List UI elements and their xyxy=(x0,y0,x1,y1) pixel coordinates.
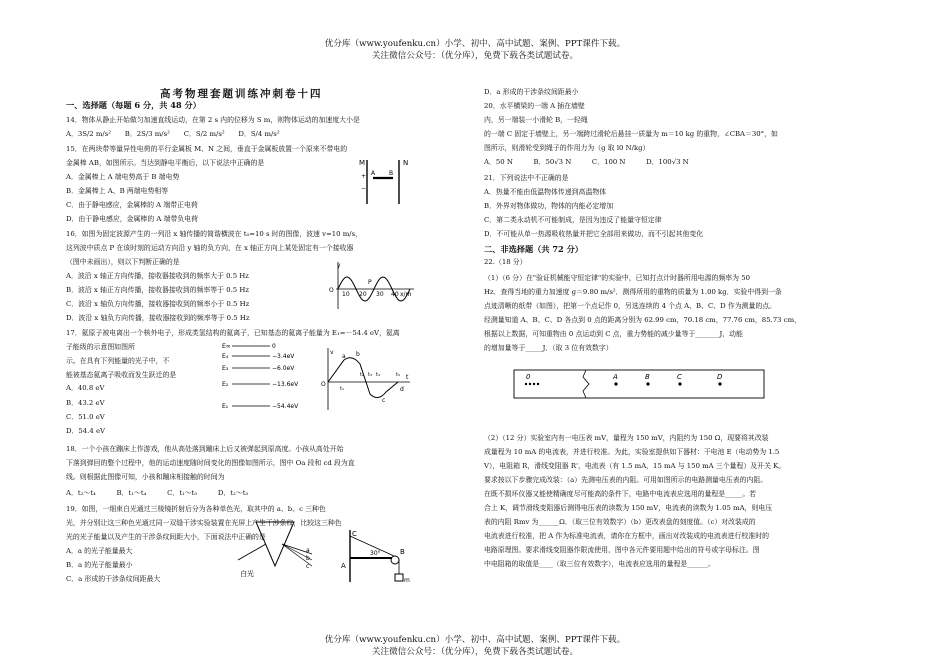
wave-tick-20: 20 xyxy=(359,291,367,298)
right-line: 20．水平横梁的一端 A 插在墙壁 xyxy=(484,102,585,110)
right-line: 表的内阻 Rmv 为______Ω．（取三位有效数字）（b）更改表盘的刻度值。（c）对改装成的 xyxy=(484,518,756,526)
vt-t5: t₅ xyxy=(396,372,400,378)
vt-t1: t₁ xyxy=(340,386,344,392)
wave-point-p: P xyxy=(368,279,372,286)
right-line: 经测量知道 A、B、C、D 各点到 0 点的距离分别为 62.99 cm，70.18 cm，77.76 cm，85.73 cm， xyxy=(484,316,802,324)
wave-origin-label: O xyxy=(329,287,334,294)
left-line: A．波沿 x 轴正方向传播，接收器接收到的频率大于 0.5 Hz xyxy=(66,272,249,280)
ray-a-label: a xyxy=(306,547,310,554)
plates-figure xyxy=(355,156,415,208)
left-line: A．40.8 eV xyxy=(66,384,105,392)
right-line: Hz．查得当地的重力加速度 g＝9.80 m/s²．测得所用的重物的质量为 1.00 kg．实验中得到一条 xyxy=(484,288,782,296)
vt-t4: t₄ xyxy=(376,372,380,378)
left-line: C．波沿 x 轴负方向传播，接收器接收到的频率小于 0.5 Hz xyxy=(66,300,250,308)
label-b-pulley: B xyxy=(400,548,405,556)
right-line: A．50 N B．50√3 N C．100 N D．100√3 N xyxy=(484,158,689,166)
label-a-wall: A xyxy=(341,562,346,570)
wave-x-unit: x/m xyxy=(400,291,412,298)
energy-level-name: E₂ xyxy=(222,381,229,388)
label-minus: − xyxy=(361,185,367,192)
wave-tick-30: 30 xyxy=(376,291,384,298)
right-line: V），电阻箱 R，滑线变阻器 R'，电流表（有 1.5 mA，15 mA 与 150 mA 三个量程）及开关 K。 xyxy=(484,462,786,470)
vt-t3: t₃ xyxy=(368,372,372,378)
label-n: N xyxy=(403,159,409,167)
left-line: A．3S/2 m/s² B．2S/3 m/s² C．S/2 m/s² D．S/4 m/s² xyxy=(66,130,280,138)
left-line: 17．氦原子被电离出一个核外电子，形成类氢结构的氦离子，已知基态的氦离子能量为 E₁=－54.4 eV，氦离 xyxy=(66,329,400,337)
left-line: A．t₂～t₄ B．t₁～t₄ C．t₁～t₅ D．t₂～t₅ xyxy=(66,489,249,497)
left-line: B．43.2 eV xyxy=(66,399,105,407)
left-line: 金属棒 AB，如图所示。当达到静电平衡后，以下说法中正确的是 xyxy=(66,159,265,167)
right-line: 图所示，则滑轮受到绳子的作用力为（g 取 l0 N/kg） xyxy=(484,144,650,152)
mass-block xyxy=(395,574,403,581)
tape-label-d: D xyxy=(717,373,723,381)
left-line: 示。在具有下列能量的光子中，不 xyxy=(66,357,170,365)
left-line: 光的光子能量以及产生的干涉条纹间距大小，下面说法中正确的是 xyxy=(66,533,266,541)
section-choice-heading: 一、选择题（每题 6 分，共 48 分） xyxy=(66,100,201,110)
wave-figure xyxy=(326,259,418,311)
left-line: （图中未画出），则以下判断正确的是 xyxy=(66,258,180,266)
vt-origin: O xyxy=(321,381,326,388)
right-line: B．外界对物体做功，物体的内能必定增加 xyxy=(484,202,614,210)
angle-label: 30° xyxy=(370,550,381,557)
energy-level-value: −54.4eV xyxy=(272,403,299,410)
left-line: 18．一个小孩在蹦床上作游戏，他从高处落到蹦床上后又被弹起到原高度。小孩从高处开始 xyxy=(66,445,344,453)
right-line: 电流表进行校准，把 A 作为标准电流表，请你在方框中，画出对改装成的电流表进行校准时的 xyxy=(484,532,769,540)
right-line: 中电阻箱的取值是____（取三位有效数字），电流表应选用的量程是______。 xyxy=(484,560,715,568)
right-line: 要求按以下步骤完成改装：（a）先测电压表的内阻。可用如图所示的电路测量电压表的内阻。 xyxy=(484,476,768,484)
left-line: A．a 的光子能量最大 xyxy=(66,547,133,555)
right-line: 在既不损坏仪器又能使精确度尽可能高的条件下，电路中电流表应选用的量程是_____。若 xyxy=(484,490,757,498)
left-line: B．a 的光子能量最小 xyxy=(66,561,133,569)
right-line: （1）（6 分）在"验证机械能守恒定律"的实验中，已知打点计时器所用电源的频率为 50 xyxy=(484,274,750,282)
white-light-label: 白光 xyxy=(240,570,254,578)
tape-strip xyxy=(514,370,764,398)
page-title: 高考物理套题训练冲刺卷十四 xyxy=(160,88,323,100)
tape-label-0: 0 xyxy=(526,373,531,381)
tape-dot-a xyxy=(614,382,617,385)
tape-dot-b xyxy=(646,382,649,385)
energy-level-value: −6.0eV xyxy=(272,365,295,372)
left-line: 这列波中质点 P 在该时刻的运动方向沿 y 轴的负方向，在 x 轴正方向上某处固定有一个接收器 xyxy=(66,244,354,252)
prism-figure xyxy=(236,520,316,580)
vt-t-label: t xyxy=(406,374,409,381)
left-line: 16．如图为固定波源产生的一列沿 x 轴传播的简谐横波在 t₀=10 s 时的图像，波速 v=10 m/s， xyxy=(66,230,363,238)
q22-heading: 22.（18 分） xyxy=(484,258,527,266)
vt-point-c: c xyxy=(382,397,386,404)
pulley-figure xyxy=(340,528,412,584)
right-line: 根据以上数据，可知重物由 0 点运动到 C 点，重力势能的减少量等于_______J，动能 xyxy=(484,330,743,338)
energy-level-name: E∞ xyxy=(222,343,231,350)
left-line: C．由于静电感应，金属棒的 A 端带正电荷 xyxy=(66,201,198,209)
label-m: M xyxy=(359,159,366,167)
right-line: D．a 形成的干涉条纹间距最小 xyxy=(484,88,579,96)
label-b: B xyxy=(389,170,394,177)
right-line: 的一端 C 固定于墙壁上，另一端跨过滑轮后悬挂一质量为 m＝10 kg 的重物，∠CBA＝30°，如 xyxy=(484,130,778,138)
right-line: 内，另一端装一小滑轮 B，一轻绳 xyxy=(484,116,588,124)
left-line: B．金属棒上 A、B 两端电势相等 xyxy=(66,187,169,195)
energy-level-figure xyxy=(222,340,304,412)
tape-label-a: A xyxy=(613,373,618,381)
tape-label-b: B xyxy=(645,373,650,381)
tape-dots-origin xyxy=(525,383,539,385)
tape-figure xyxy=(512,366,768,402)
right-line: （2）（12 分）实验室内有一电压表 mV，量程为 150 mV，内阻约为 150 Ω，现要将其改装 xyxy=(484,434,769,442)
header-line-2: 关注微信公众号：（优分库），免费下载各类试题试卷。 xyxy=(371,51,579,61)
ray-c-label: c xyxy=(306,563,310,570)
wave-tick-40: 40 xyxy=(391,291,399,298)
vt-figure xyxy=(318,346,414,412)
footer-line-1: 优分库（www.youfenku.cn）小学、初中、高中试题、案例、PPT课件下载。 xyxy=(324,635,626,645)
wave-y-label: y xyxy=(337,262,341,269)
right-line: A．热量不能由低温物体传递到高温物体 xyxy=(484,188,607,196)
left-line: D．由于静电感应，金属棒的 A 端带负电荷 xyxy=(66,215,199,223)
right-line: C．第二类永动机不可能制成，是因为违反了能量守恒定律 xyxy=(484,216,662,224)
wave-tick-10: 10 xyxy=(342,291,350,298)
left-line: 能被基态氦离子吸收而发生跃迁的是 xyxy=(66,371,177,379)
right-line: D．不可能从单一热源吸收热量并把它全部用来做功，而不引起其他变化 xyxy=(484,230,704,238)
tape-break xyxy=(583,370,589,398)
prism-shape xyxy=(256,522,294,566)
ray-b-label: b xyxy=(306,555,310,562)
tape-dot-d xyxy=(718,382,721,385)
right-line: 21．下列说法中不正确的是 xyxy=(484,174,569,182)
right-line: 合上 K，调节滑线变阻器后测得电压表的读数为 150 mV，电流表的读数为 1.05 mA，则电压 xyxy=(484,504,773,512)
header-line-1: 优分库（www.youfenku.cn）小学、初中、高中试题、案例、PPT课件下载。 xyxy=(324,39,626,49)
left-line: 子能级的示意图如图所 xyxy=(66,343,135,351)
vt-point-b: b xyxy=(356,351,360,358)
energy-level-name: E₁ xyxy=(222,403,229,410)
mass-label: m xyxy=(404,577,410,584)
tape-dot-c xyxy=(678,382,681,385)
tape-label-c: C xyxy=(677,373,682,381)
right-line: 成量程为 10 mA 的电流表，并进行校准。为此，实验室提供如下器材：干电池 E（电动势为 1.5 xyxy=(484,448,780,456)
vt-point-a: a xyxy=(342,353,346,360)
left-line: C．51.0 eV xyxy=(66,413,105,421)
section-nonchoice-heading: 二、非选择题（共 72 分） xyxy=(484,244,583,254)
right-line: 电路原理图。要求滑线变阻器作限流使用，图中各元件要用题中给出的符号或字母标注。图 xyxy=(484,546,760,554)
energy-level-value: 0 xyxy=(272,343,276,350)
right-line: 点迹清晰的纸带（如图），把第一个点记作 0，另选连续的 4 个点 A、B、C、D 作为测量的点。 xyxy=(484,302,777,310)
white-light-ray xyxy=(238,544,266,560)
label-c: C xyxy=(352,530,357,538)
left-line: D．波沿 x 轴负方向传播，接收器接收到的频率等于 0.5 Hz xyxy=(66,314,250,322)
energy-level-name: E₄ xyxy=(222,353,229,360)
left-line: B．波沿 x 轴正方向传播，接收器接收到的频率等于 0.5 Hz xyxy=(66,286,250,294)
label-a: A xyxy=(371,170,376,177)
right-line: 的增加量等于_____J．（取 3 位有效数字） xyxy=(484,344,613,352)
left-line: D．54.4 eV xyxy=(66,427,106,435)
left-line: 光，并分别让这三种色光通过同一双缝干涉实验装置在光屏上产生干涉条纹，比较这三种色 xyxy=(66,519,342,527)
pulley-wheel xyxy=(391,556,399,564)
left-line: 线。则根据此图像可知，小孩和蹦床相接触的时间为 xyxy=(66,473,225,481)
energy-level-value: −13.6eV xyxy=(272,381,299,388)
left-line: 15．在两块带等量异性电荷的平行金属板 M、N 之间，垂直于金属板放置一个原来不带电的 xyxy=(66,145,348,153)
left-line: 下落到弹回的整个过程中，他的运动速度随时间变化的图像如图所示，图中 Oa 段和 cd 段为直 xyxy=(66,459,355,467)
left-line: C．a 形成的干涉条纹间距最大 xyxy=(66,575,161,583)
footer-line-2: 关注微信公众号：（优分库），免费下载各类试题试卷。 xyxy=(371,647,579,657)
vt-point-d: d xyxy=(400,386,404,393)
left-line: A．金属棒上 A 端电势高于 B 端电势 xyxy=(66,173,180,181)
left-line: 14．物体从静止开始做匀加速直线运动，在第 2 s 内的位移为 S m，则物体运动的加速度大小是 xyxy=(66,116,360,124)
energy-level-value: −3.4eV xyxy=(272,353,295,360)
vt-t2: t₂ xyxy=(360,372,364,378)
label-plus: + xyxy=(361,173,367,180)
vt-v-label: v xyxy=(330,349,334,356)
energy-level-name: E₃ xyxy=(222,365,229,372)
left-line: 19．如图，一细束白光通过三棱镜折射后分为各种单色光，取其中的 a、b、c 三种色 xyxy=(66,505,326,513)
